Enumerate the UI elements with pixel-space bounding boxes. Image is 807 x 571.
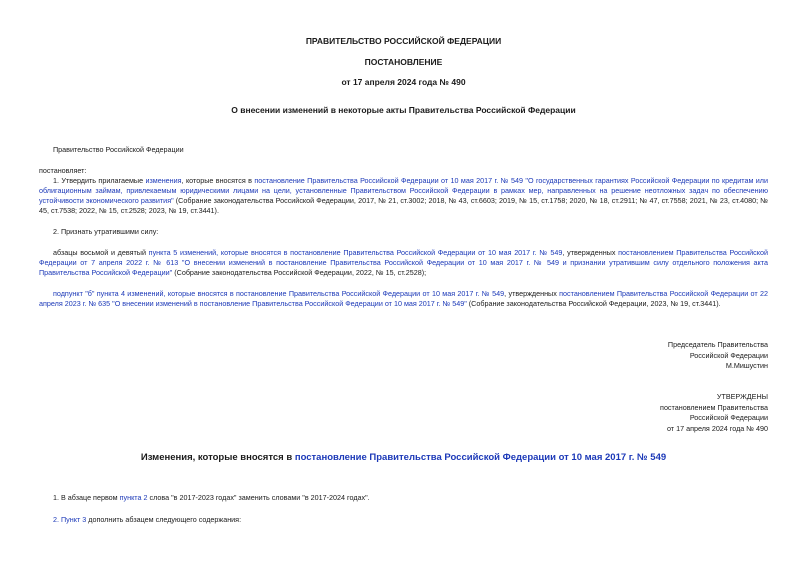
p3-text-c: (Собрание законодательства Российской Федерации, 2022, № 15, ст.2528); <box>172 268 427 277</box>
item-2 <box>53 515 241 525</box>
approved-block <box>660 392 768 434</box>
paragraph-2: 2. Признать утратившими силу: <box>53 227 159 236</box>
point-3-link[interactable]: Пункт 3 <box>61 515 87 524</box>
item-1-text-a: 1. В абзаце первом <box>53 493 120 502</box>
p1-text-b: , которые вносятся в <box>181 176 255 185</box>
document-title: О внесении изменений в некоторые акты Правительства Российской Федерации <box>231 105 576 115</box>
item-1 <box>53 493 370 503</box>
resolution-549-link[interactable]: постановление Правительства Российской Федерации от 10 мая 2017 г. № 549 "О государственных гарантиях Российской Федерации по кредитам или облигационным займам, привлекаемым юридическими лицами на цели, установленные Правительством Российской Федерации в рамках мер, направленных на решение неотложных задач по обеспечению устойчивости экономического развития" <box>39 176 768 205</box>
approved-line-2: постановлением Правительства <box>660 402 768 412</box>
signature-line-2: Российской Федерации <box>689 350 768 360</box>
point-2-link[interactable]: пункта 2 <box>119 493 148 502</box>
item-2-number[interactable]: 2. <box>53 515 59 524</box>
date-number-heading: от 17 апреля 2024 года № 490 <box>341 77 466 87</box>
resolution-635-link[interactable]: постановлением Правительства Российской Федерации от 22 апреля 2023 г. № 635 "О внесении изменений в постановление Правительства Российской Федерации от 10 мая 2017 г. № 549" <box>39 289 768 308</box>
signature-line-3: М.Мишустин <box>725 361 768 371</box>
p3-text-b: , утвержденных <box>562 248 619 257</box>
subpoint-b-changes-link[interactable]: подпункт "б" пункта 4 изменений, которые вносятся в постановление Правительства Российской Федерации от 10 мая 2017 г. № 549 <box>53 289 505 298</box>
doc-type-heading: ПОСТАНОВЛЕНИЕ <box>364 57 443 67</box>
item-2-text: дополнить абзацем следующего содержания: <box>86 515 242 524</box>
point-5-changes-link[interactable]: пункта 5 изменений, которые вносятся в постановление Правительства Российской Федерации от 10 мая 2017 г. № 549 <box>148 248 563 257</box>
changes-title-link[interactable]: постановление Правительства Российской Федерации от 10 мая 2017 г. № 549 <box>294 452 667 463</box>
signature-line-1: Председатель Правительства <box>667 340 768 349</box>
signature-block <box>668 340 768 372</box>
intro-decides: постановляет: <box>39 166 87 175</box>
approved-line-1: УТВЕРЖДЕНЫ <box>716 392 768 401</box>
org-heading: ПРАВИТЕЛЬСТВО РОССИЙСКОЙ ФЕДЕРАЦИИ <box>305 36 502 46</box>
resolution-613-link[interactable]: постановлением Правительства Российской Федерации от 7 апреля 2022 г. № 613 "О внесении изменений в постановление Правительства Российской Федерации от 10 мая 2017 г. № 549 и признании утратившим силу отдельного положения акта Правительства Российской Федерации" <box>39 248 769 277</box>
intro-government: Правительство Российской Федерации <box>53 145 184 154</box>
changes-title-text: Изменения, которые вносятся в <box>140 452 295 463</box>
approved-line-3: Российской Федерации <box>689 413 768 423</box>
p1-text-c: (Собрание законодательства Российской Федерации, 2017, № 21, ст.3002; 2018, № 43, ст.6603; 2019, № 15, ст.1758; 2020, № 18, ст.2911; № 47, ст.7558; 2021, № 23, ст.4080; № 45, ст.7538; 2022, № 15, ст.2528; 2023, № 19, ст.3441). <box>39 196 768 215</box>
changes-title <box>0 452 807 463</box>
p1-text-a: 1. Утвердить прилагаемые <box>53 176 146 185</box>
item-1-text-b: слова "в 2017-2023 годах" заменить словами "в 2017-2024 годах". <box>147 493 370 502</box>
p4-text-c: (Собрание законодательства Российской Федерации, 2023, № 19, ст.3441). <box>466 299 721 308</box>
approved-line-4: от 17 апреля 2024 года № 490 <box>666 423 768 433</box>
changes-link[interactable]: изменения <box>145 176 182 185</box>
paragraph-3 <box>39 248 768 278</box>
paragraph-4 <box>39 289 768 309</box>
paragraph-1 <box>39 176 768 216</box>
p4-text-b: , утвержденных <box>504 289 560 298</box>
p3-text-a: абзацы восьмой и девятый <box>53 248 149 257</box>
